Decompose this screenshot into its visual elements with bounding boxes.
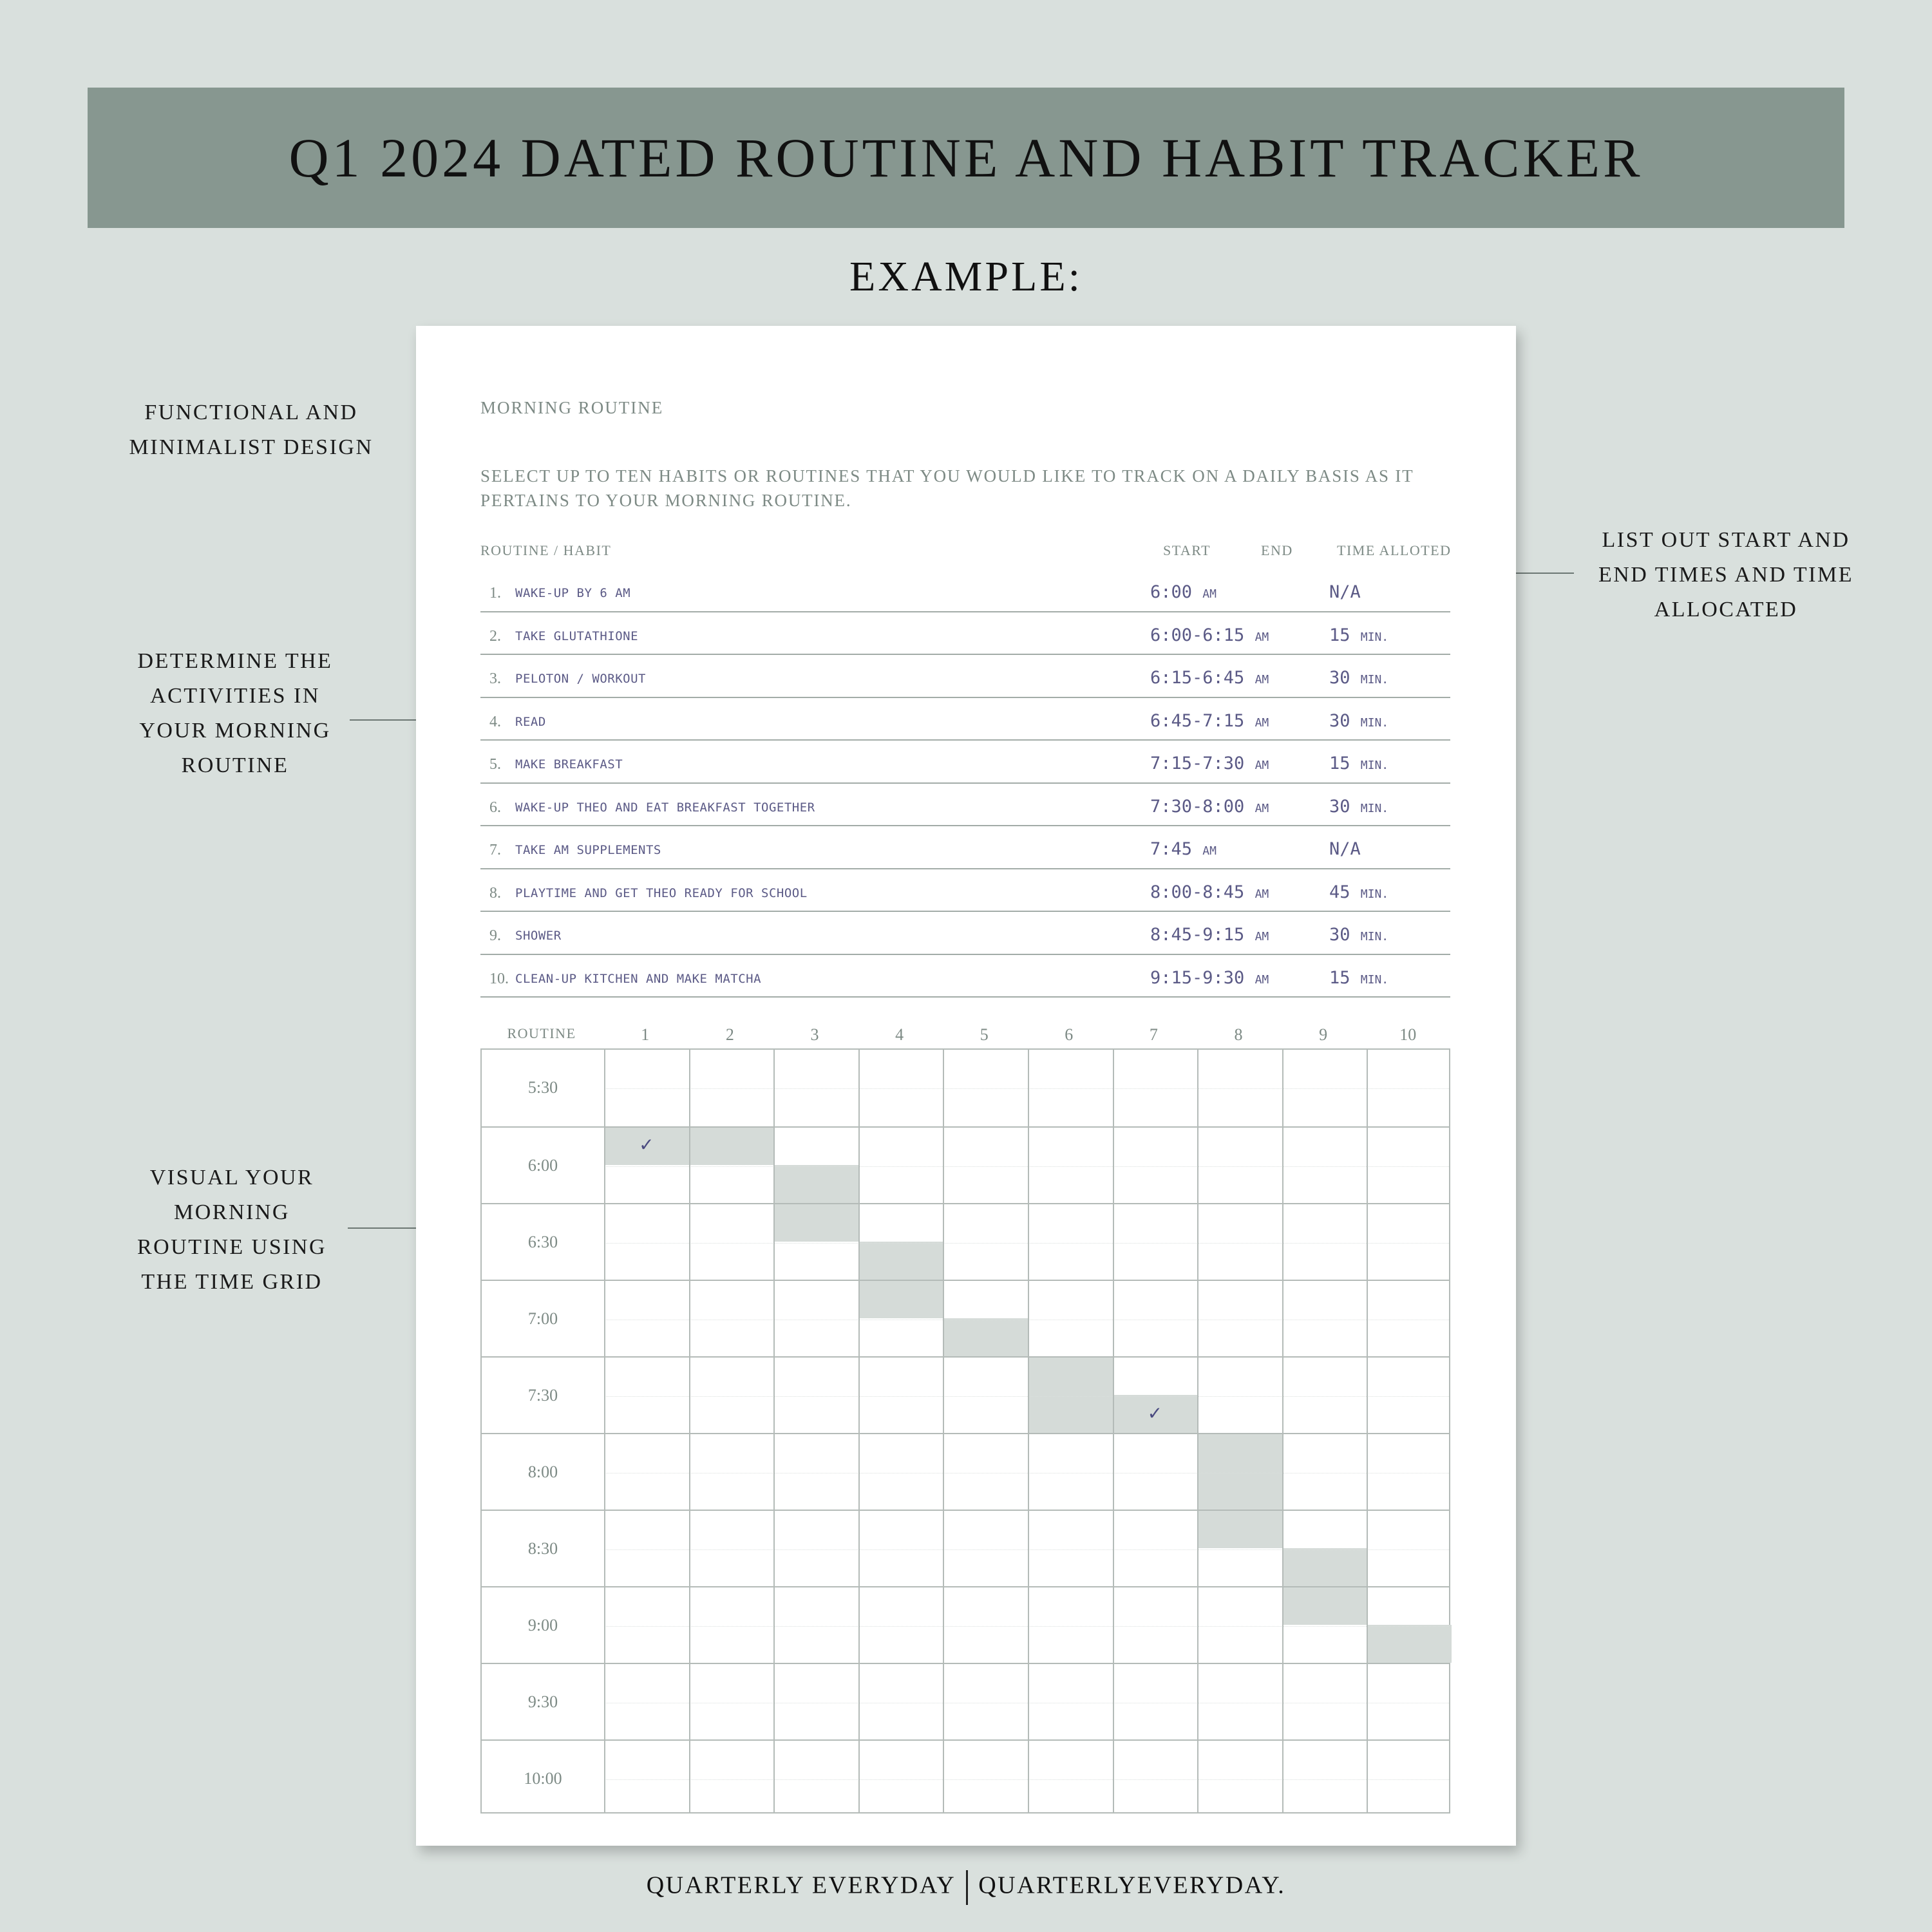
grid-corner-label: ROUTINE xyxy=(507,1025,576,1041)
grid-column-header: 9 xyxy=(1319,1025,1328,1044)
routine-alloted-value: N/A xyxy=(1329,582,1361,602)
grid-column-line xyxy=(1113,1050,1114,1812)
routine-alloted-value: 30 xyxy=(1329,796,1350,817)
routine-ampm: AM xyxy=(1255,930,1269,943)
routine-number: 8. xyxy=(489,884,501,902)
routine-time-range: 8:00-8:45 xyxy=(1150,882,1245,902)
routine-number: 5. xyxy=(489,756,501,773)
grid-half-hour-line xyxy=(604,1779,1449,1780)
grid-column-line xyxy=(1028,1050,1029,1812)
header-end: END xyxy=(1261,542,1293,558)
routine-alloted-value: 30 xyxy=(1329,668,1350,688)
routine-ampm: AM xyxy=(1255,759,1269,772)
instructions: SELECT UP TO TEN HABITS OR ROUTINES THAT YOU WOULD LIKE TO TRACK ON A DAILY BASIS AS IT PERTAINS TO YOUR MORNING ROUTINE. xyxy=(480,466,1414,510)
routine-alloted xyxy=(1329,582,1361,602)
header-routine: ROUTINE / HABIT xyxy=(480,542,612,558)
routine-alloted-unit: MIN. xyxy=(1360,759,1389,772)
routine-alloted-value: 15 xyxy=(1329,753,1350,773)
grid-time-label: 6:00 xyxy=(527,1156,558,1175)
grid-hour-row xyxy=(482,1203,1449,1280)
example-sheet xyxy=(416,326,1516,1846)
routine-time xyxy=(1150,839,1217,859)
routine-alloted xyxy=(1329,797,1388,817)
note-functional: FUNCTIONAL AND MINIMALIST DESIGN xyxy=(129,401,374,459)
grid-time-label: 8:30 xyxy=(527,1539,558,1558)
grid-column-header: 8 xyxy=(1234,1025,1243,1044)
routine-alloted xyxy=(1329,968,1388,988)
routine-alloted-unit: MIN. xyxy=(1360,630,1389,644)
routine-habit: PELOTON / WORKOUT xyxy=(515,672,646,686)
check-mark-icon: ✓ xyxy=(639,1134,654,1155)
routine-time xyxy=(1150,925,1269,945)
grid-half-hour-line xyxy=(604,1396,1449,1397)
grid-column-header: 10 xyxy=(1399,1025,1417,1044)
routine-alloted-unit: MIN. xyxy=(1360,930,1389,943)
routine-time-range: 6:00 xyxy=(1150,582,1193,602)
header-start: START xyxy=(1163,542,1211,558)
routine-alloted-unit: MIN. xyxy=(1360,887,1389,901)
routine-number: 2. xyxy=(489,627,501,645)
routine-time-range: 9:15-9:30 xyxy=(1150,967,1245,988)
grid-column-line xyxy=(858,1050,860,1812)
routine-row xyxy=(480,955,1450,998)
routine-number: 1. xyxy=(489,585,501,601)
grid-column-header: 7 xyxy=(1149,1025,1158,1044)
grid-column-header: 2 xyxy=(725,1025,734,1044)
grid-time-label: 7:00 xyxy=(527,1309,558,1328)
grid-column-line xyxy=(689,1050,690,1812)
routine-time-range: 7:30-8:00 xyxy=(1150,796,1245,817)
routine-time xyxy=(1150,711,1269,731)
routine-alloted-value: 30 xyxy=(1329,925,1350,945)
routine-ampm: AM xyxy=(1255,887,1269,901)
routine-row xyxy=(480,912,1450,955)
title-banner xyxy=(88,88,1844,228)
routine-time xyxy=(1150,625,1269,645)
routine-alloted xyxy=(1329,625,1388,645)
grid-column-line xyxy=(604,1050,605,1812)
routine-alloted xyxy=(1329,839,1361,859)
time-grid xyxy=(480,1048,1450,1814)
grid-time-label: 9:00 xyxy=(527,1616,558,1634)
grid-time-label: 10:00 xyxy=(524,1769,562,1788)
routine-alloted xyxy=(1329,882,1388,902)
routine-alloted xyxy=(1329,668,1388,688)
routine-number: 3. xyxy=(489,670,501,687)
routine-ampm: AM xyxy=(1255,715,1269,730)
routine-row xyxy=(480,698,1450,741)
grid-time-label: 5:30 xyxy=(527,1078,558,1097)
routine-number: 9. xyxy=(489,927,501,944)
routine-row xyxy=(480,569,1450,612)
grid-time-label: 7:30 xyxy=(527,1386,558,1405)
routine-row xyxy=(480,869,1450,913)
note-visual: VISUAL YOUR MORNING ROUTINE USING THE TIME GRID xyxy=(137,1166,327,1294)
routine-habit: WAKE-UP BY 6 AM xyxy=(515,586,631,600)
routine-time xyxy=(1150,753,1269,773)
routine-time xyxy=(1150,582,1217,602)
header-time-alloted: TIME ALLOTED xyxy=(1337,542,1452,558)
routine-alloted xyxy=(1329,925,1388,945)
grid-hour-row xyxy=(482,1433,1449,1510)
routine-time-range: 8:45-9:15 xyxy=(1150,925,1245,945)
routine-ampm: AM xyxy=(1202,844,1217,858)
grid-half-hour-line xyxy=(604,1626,1449,1627)
routine-alloted-value: 30 xyxy=(1329,710,1350,731)
routine-habit: CLEAN-UP KITCHEN AND MAKE MATCHA xyxy=(515,971,762,986)
routine-alloted-unit: MIN. xyxy=(1360,972,1389,987)
page-title: Q1 2024 DATED ROUTINE AND HABIT TRACKER xyxy=(289,127,1643,189)
routine-alloted-unit: MIN. xyxy=(1360,715,1389,730)
routine-habit: MAKE BREAKFAST xyxy=(515,757,623,772)
routine-row xyxy=(480,784,1450,827)
grid-column-line xyxy=(773,1050,775,1812)
grid-hour-row xyxy=(482,1663,1449,1739)
routine-ampm: AM xyxy=(1255,801,1269,815)
routine-habit: PLAYTIME AND GET THEO READY FOR SCHOOL xyxy=(515,886,808,900)
routine-ampm: AM xyxy=(1255,972,1269,987)
routine-time-range: 6:45-7:15 xyxy=(1150,710,1245,731)
footer-brand-name: QUARTERLY EVERYDAY xyxy=(646,1871,956,1899)
routine-alloted-value: 15 xyxy=(1329,625,1350,645)
routine-number: 7. xyxy=(489,842,501,858)
section-title: MORNING ROUTINE xyxy=(480,398,664,417)
routine-alloted xyxy=(1329,753,1388,773)
routine-ampm: AM xyxy=(1255,630,1269,644)
grid-half-hour-line xyxy=(604,1166,1449,1167)
check-mark-icon: ✓ xyxy=(1147,1402,1163,1424)
routine-time-range: 6:00-6:15 xyxy=(1150,625,1245,645)
footer-separator xyxy=(966,1870,968,1905)
routine-number: 4. xyxy=(489,713,501,730)
routine-habit: WAKE-UP THEO AND EAT BREAKFAST TOGETHER xyxy=(515,800,815,815)
note-determine: DETERMINE THE ACTIVITIES IN YOUR MORNING ROUTINE xyxy=(137,649,333,777)
routine-time-range: 7:45 xyxy=(1150,839,1193,859)
routine-alloted-value: N/A xyxy=(1329,839,1361,859)
routine-time xyxy=(1150,882,1269,902)
grid-column-line xyxy=(943,1050,944,1812)
grid-time-label: 6:30 xyxy=(527,1233,558,1251)
routine-alloted-value: 45 xyxy=(1329,882,1350,902)
routine-row xyxy=(480,655,1450,698)
grid-time-label: 9:30 xyxy=(527,1692,558,1711)
routine-time-range: 6:15-6:45 xyxy=(1150,668,1245,688)
note-list-out: LIST OUT START AND END TIMES AND TIME ALLOCATED xyxy=(1598,528,1854,621)
grid-hour-row xyxy=(482,1510,1449,1586)
routine-alloted-value: 15 xyxy=(1329,967,1350,988)
routine-alloted-unit: MIN. xyxy=(1360,801,1389,815)
routine-time xyxy=(1150,668,1269,688)
routine-row xyxy=(480,741,1450,784)
grid-half-hour-line xyxy=(604,1243,1449,1244)
grid-hour-row xyxy=(482,1739,1449,1816)
routine-alloted xyxy=(1329,711,1388,731)
footer-brand xyxy=(0,1870,1932,1905)
routine-number: 6. xyxy=(489,799,501,816)
grid-column-header: 6 xyxy=(1065,1025,1074,1044)
grid-column-line xyxy=(1197,1050,1198,1812)
grid-hour-row xyxy=(482,1280,1449,1356)
routine-list xyxy=(480,569,1450,998)
routine-row xyxy=(480,612,1450,656)
grid-column-header: 3 xyxy=(810,1025,819,1044)
footer-website: QUARTERLYEVERYDAY. xyxy=(978,1871,1286,1899)
grid-column-line xyxy=(1282,1050,1283,1812)
grid-column-line xyxy=(1367,1050,1368,1812)
grid-column-header: 5 xyxy=(980,1025,989,1044)
routine-alloted-unit: MIN. xyxy=(1360,673,1389,687)
routine-habit: SHOWER xyxy=(515,929,562,943)
example-label: EXAMPLE: xyxy=(849,253,1083,300)
routine-number: 10. xyxy=(489,970,509,987)
routine-habit: TAKE AM SUPPLEMENTS xyxy=(515,843,661,857)
grid-hour-row xyxy=(482,1356,1449,1433)
routine-time-range: 7:15-7:30 xyxy=(1150,753,1245,773)
routine-ampm: AM xyxy=(1202,587,1217,601)
routine-habit: READ xyxy=(515,714,546,729)
grid-hour-row xyxy=(482,1050,1449,1126)
grid-hour-row xyxy=(482,1586,1449,1663)
grid-half-hour-line xyxy=(604,1088,1449,1089)
grid-time-label: 8:00 xyxy=(527,1463,558,1481)
grid-half-hour-line xyxy=(604,1549,1449,1550)
routine-habit: TAKE GLUTATHIONE xyxy=(515,629,639,643)
grid-column-header: 1 xyxy=(641,1025,650,1044)
routine-row xyxy=(480,826,1450,869)
routine-time xyxy=(1150,968,1269,988)
routine-ampm: AM xyxy=(1255,673,1269,687)
grid-column-header: 4 xyxy=(895,1025,904,1044)
routine-time xyxy=(1150,797,1269,817)
